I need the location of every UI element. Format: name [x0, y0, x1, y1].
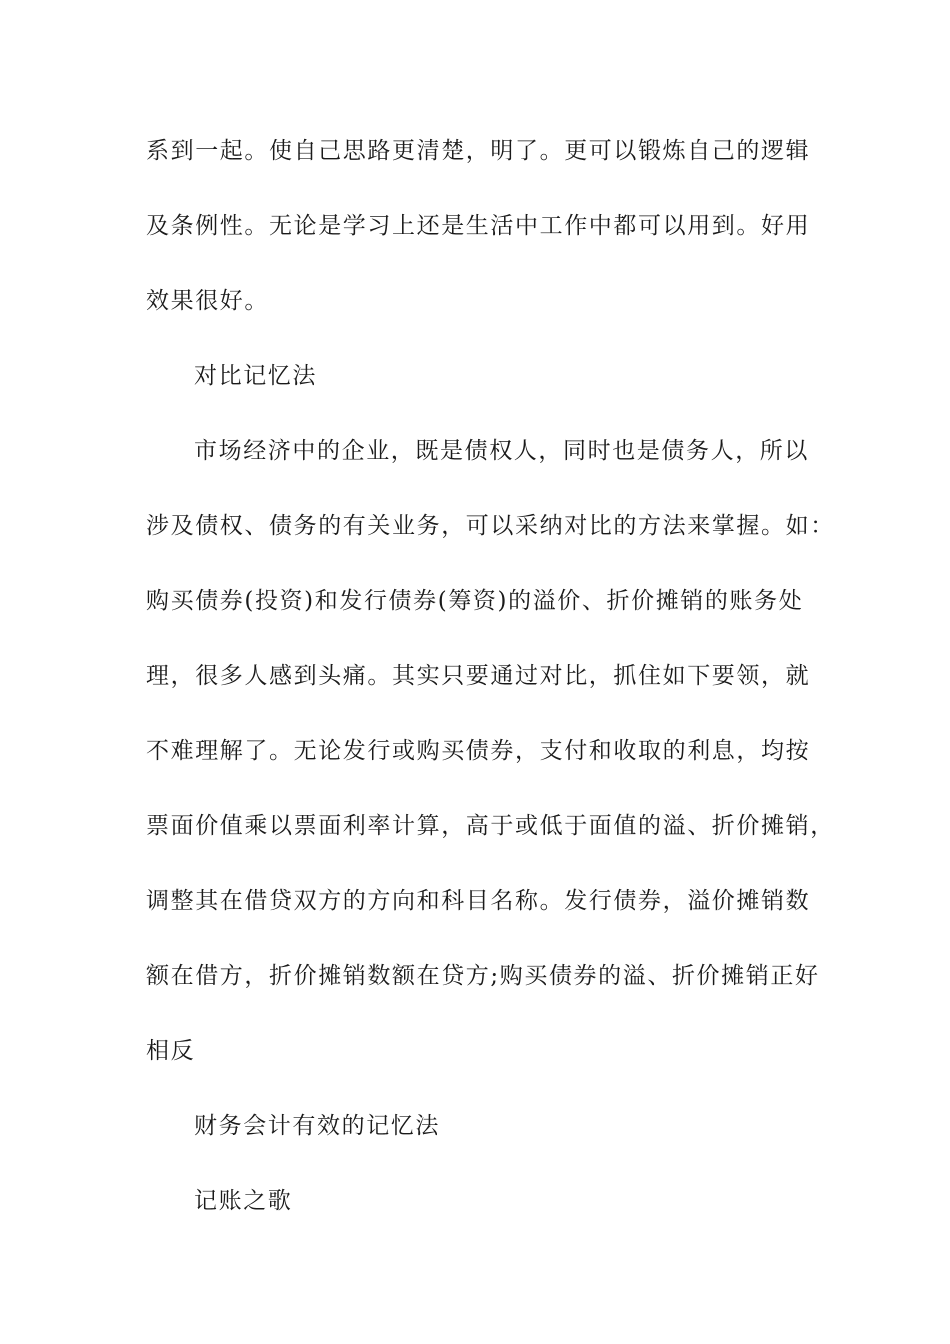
paragraph-first-line: 市场经济中的企业，既是债权人，同时也是债务人，所以 [194, 438, 809, 464]
body-text-line: 理，很多人感到头痛。其实只要通过对比，抓住如下要领，就 [146, 663, 811, 689]
body-text-line: 不难理解了。无论发行或购买债券，支付和收取的利息，均按 [146, 738, 811, 764]
body-text-line: 额在借方，折价摊销数额在贷方;购买债券的溢、折价摊销正好 [146, 963, 820, 989]
body-text-line: 相反 [146, 1038, 196, 1064]
body-text-line: 涉及债权、债务的有关业务，可以采纳对比的方法来掌握。如： [146, 513, 835, 539]
section-heading: 记账之歌 [194, 1188, 293, 1214]
section-heading: 财务会计有效的记忆法 [194, 1113, 440, 1139]
body-text-line: 购买债券(投资)和发行债券(筹资)的溢价、折价摊销的账务处 [146, 588, 804, 614]
section-heading: 对比记忆法 [194, 363, 317, 389]
body-text-line: 效果很好。 [146, 288, 269, 314]
body-text-line: 票面价值乘以票面利率计算，高于或低于面值的溢、折价摊销， [146, 813, 835, 839]
body-text-line: 及条例性。无论是学习上还是生活中工作中都可以用到。好用 [146, 213, 811, 239]
body-text-line: 系到一起。使自己思路更清楚，明了。更可以锻炼自己的逻辑 [146, 138, 811, 164]
body-text-line: 调整其在借贷双方的方向和科目名称。发行债券，溢价摊销数 [146, 888, 811, 914]
